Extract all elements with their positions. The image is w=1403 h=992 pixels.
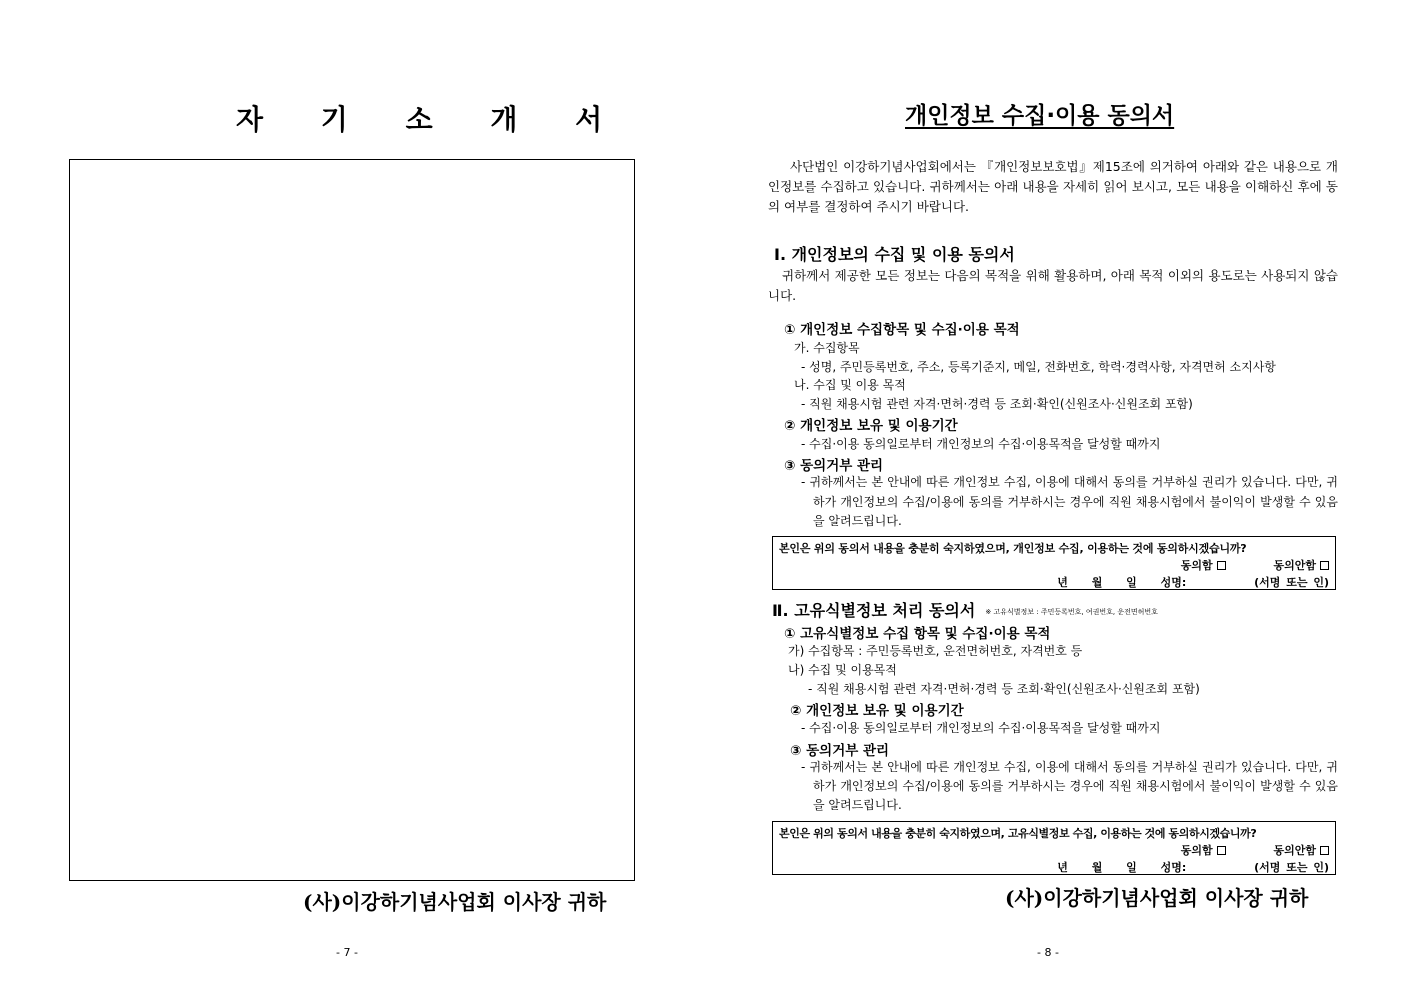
section2-item3-detail: - 귀하께서는 본 안내에 따른 개인정보 수집, 이용에 대해서 동의를 거부하실 권리가 있습니다. 다만, 귀하가 개인정보의 수집/이용에 동의를 거부하시는 경우에 직원 채용시험에서 불이익이 발생할 수 있음을 알려드립니다.	[801, 760, 1338, 812]
page-number-left: - 7 -	[336, 946, 358, 959]
section1-signature-line	[1057, 574, 1329, 590]
day-label: 일	[1126, 576, 1137, 589]
section2-agree-option[interactable]	[1181, 844, 1226, 857]
name-label: 성명:	[1160, 576, 1187, 589]
section1-agree-option[interactable]	[1181, 559, 1226, 572]
section1-item2-detail: - 수집·이용 동의일로부터 개인정보의 수집·이용목적을 달성할 때까지	[801, 437, 1161, 451]
disagree-label: 동의안함	[1273, 559, 1316, 572]
self-intro-writing-box[interactable]	[69, 159, 635, 881]
section2-heading-text: Ⅱ. 고유식별정보 처리 동의서	[772, 601, 976, 620]
section1-item1-b: 나. 수집 및 이용 목적	[794, 378, 906, 392]
section2-consent-box	[772, 821, 1336, 875]
section1-description: 귀하께서 제공한 모든 정보는 다음의 목적을 위해 활용하며, 아래 목적 이외의 용도로는 사용되지 않습니다.	[768, 268, 1338, 303]
month-label: 월	[1091, 861, 1103, 874]
right-page	[700, 0, 1403, 992]
section2-consent-options	[1137, 842, 1329, 858]
self-intro-title: 자 기 소 개 서	[236, 103, 627, 136]
section2-item3-heading: ③ 동의거부 관리	[790, 743, 890, 759]
intro-paragraph: 사단법인 이강하기념사업회에서는 『개인정보보호법』제15조에 의거하여 아래와 같은 내용으로 개인정보를 수집하고 있습니다. 귀하께서는 아래 내용을 자세히 읽어 보시고, 모든 내용을 이해하신 후에 동의 여부를 결정하여 주시기 바랍니다.	[768, 159, 1338, 214]
agree-label: 동의함	[1180, 559, 1213, 572]
section1-item1-heading: ① 개인정보 수집항목 및 수집·이용 목적	[784, 322, 1020, 338]
month-label: 월	[1091, 576, 1103, 589]
section2-item2-detail: - 수집·이용 동의일로부터 개인정보의 수집·이용목적을 달성할 때까지	[801, 721, 1161, 735]
sign-label: (서명 또는 인)	[1254, 576, 1329, 589]
section1-item1-b-detail: - 직원 채용시험 관련 자격·면허·경력 등 조회·확인(신원조사·신원조회 포함)	[801, 397, 1193, 411]
agree-label: 동의함	[1180, 844, 1213, 857]
section2-item1-a: 가) 수집항목 : 주민등록번호, 운전면허번호, 자격번호 등	[788, 644, 1083, 658]
disagree-checkbox[interactable]	[1320, 846, 1329, 855]
section1-item3-heading: ③ 동의거부 관리	[784, 458, 884, 474]
name-label: 성명:	[1160, 861, 1187, 874]
year-label: 년	[1057, 861, 1068, 874]
section1-disagree-option[interactable]	[1273, 559, 1329, 572]
disagree-label: 동의안함	[1273, 844, 1316, 857]
section2-item1-heading: ① 고유식별정보 수집 항목 및 수집·이용 목적	[784, 626, 1051, 642]
section1-consent-box	[772, 536, 1336, 590]
year-label: 년	[1057, 576, 1068, 589]
section1-item3-detail: - 귀하께서는 본 안내에 따른 개인정보 수집, 이용에 대해서 동의를 거부하실 권리가 있습니다. 다만, 귀하가 개인정보의 수집/이용에 동의를 거부하시는 경우에 직원 채용시험에서 불이익이 발생할 수 있음을 알려드립니다.	[801, 475, 1338, 528]
section1-heading: Ⅰ. 개인정보의 수집 및 이용 동의서	[774, 245, 1015, 264]
section2-heading	[772, 598, 1158, 621]
left-page	[0, 0, 700, 992]
agree-checkbox[interactable]	[1217, 846, 1226, 855]
section1-item1-a-detail: - 성명, 주민등록번호, 주소, 등록기준지, 메일, 전화번호, 학력·경력사항, 자격면허 소지사항	[801, 360, 1276, 374]
section2-signature-line	[1057, 859, 1329, 875]
section1-consent-question: 본인은 위의 동의서 내용을 충분히 숙지하였으며, 개인정보 수집, 이용하는 것에 동의하시겠습니까?	[779, 542, 1247, 555]
section2-disagree-option[interactable]	[1273, 844, 1329, 857]
disagree-checkbox[interactable]	[1320, 561, 1329, 570]
section2-consent-question: 본인은 위의 동의서 내용을 충분히 숙지하였으며, 고유식별정보 수집, 이용하는 것에 동의하시겠습니까?	[779, 827, 1257, 840]
sign-label: (서명 또는 인)	[1254, 861, 1329, 874]
consent-form-title: 개인정보 수집·이용 동의서	[905, 103, 1175, 129]
section2-item1-b-detail: - 직원 채용시험 관련 자격·면허·경력 등 조회·확인(신원조사·신원조회 포함)	[808, 682, 1200, 696]
section2-note: ※ 고유식별정보 : 주민등록번호, 여권번호, 운전면허번호	[985, 607, 1158, 616]
day-label: 일	[1126, 861, 1137, 874]
right-signature: (사)이강하기념사업회 이사장 귀하	[1005, 886, 1309, 910]
section1-item1-a: 가. 수집항목	[794, 341, 860, 355]
section1-consent-options	[1137, 557, 1329, 573]
page-number-right: - 8 -	[1037, 946, 1059, 959]
section1-item2-heading: ② 개인정보 보유 및 이용기간	[784, 418, 958, 434]
section2-item2-heading: ② 개인정보 보유 및 이용기간	[790, 703, 964, 719]
section2-item1-b: 나) 수집 및 이용목적	[788, 663, 897, 677]
left-signature: (사)이강하기념사업회 이사장 귀하	[303, 890, 607, 914]
agree-checkbox[interactable]	[1217, 561, 1226, 570]
